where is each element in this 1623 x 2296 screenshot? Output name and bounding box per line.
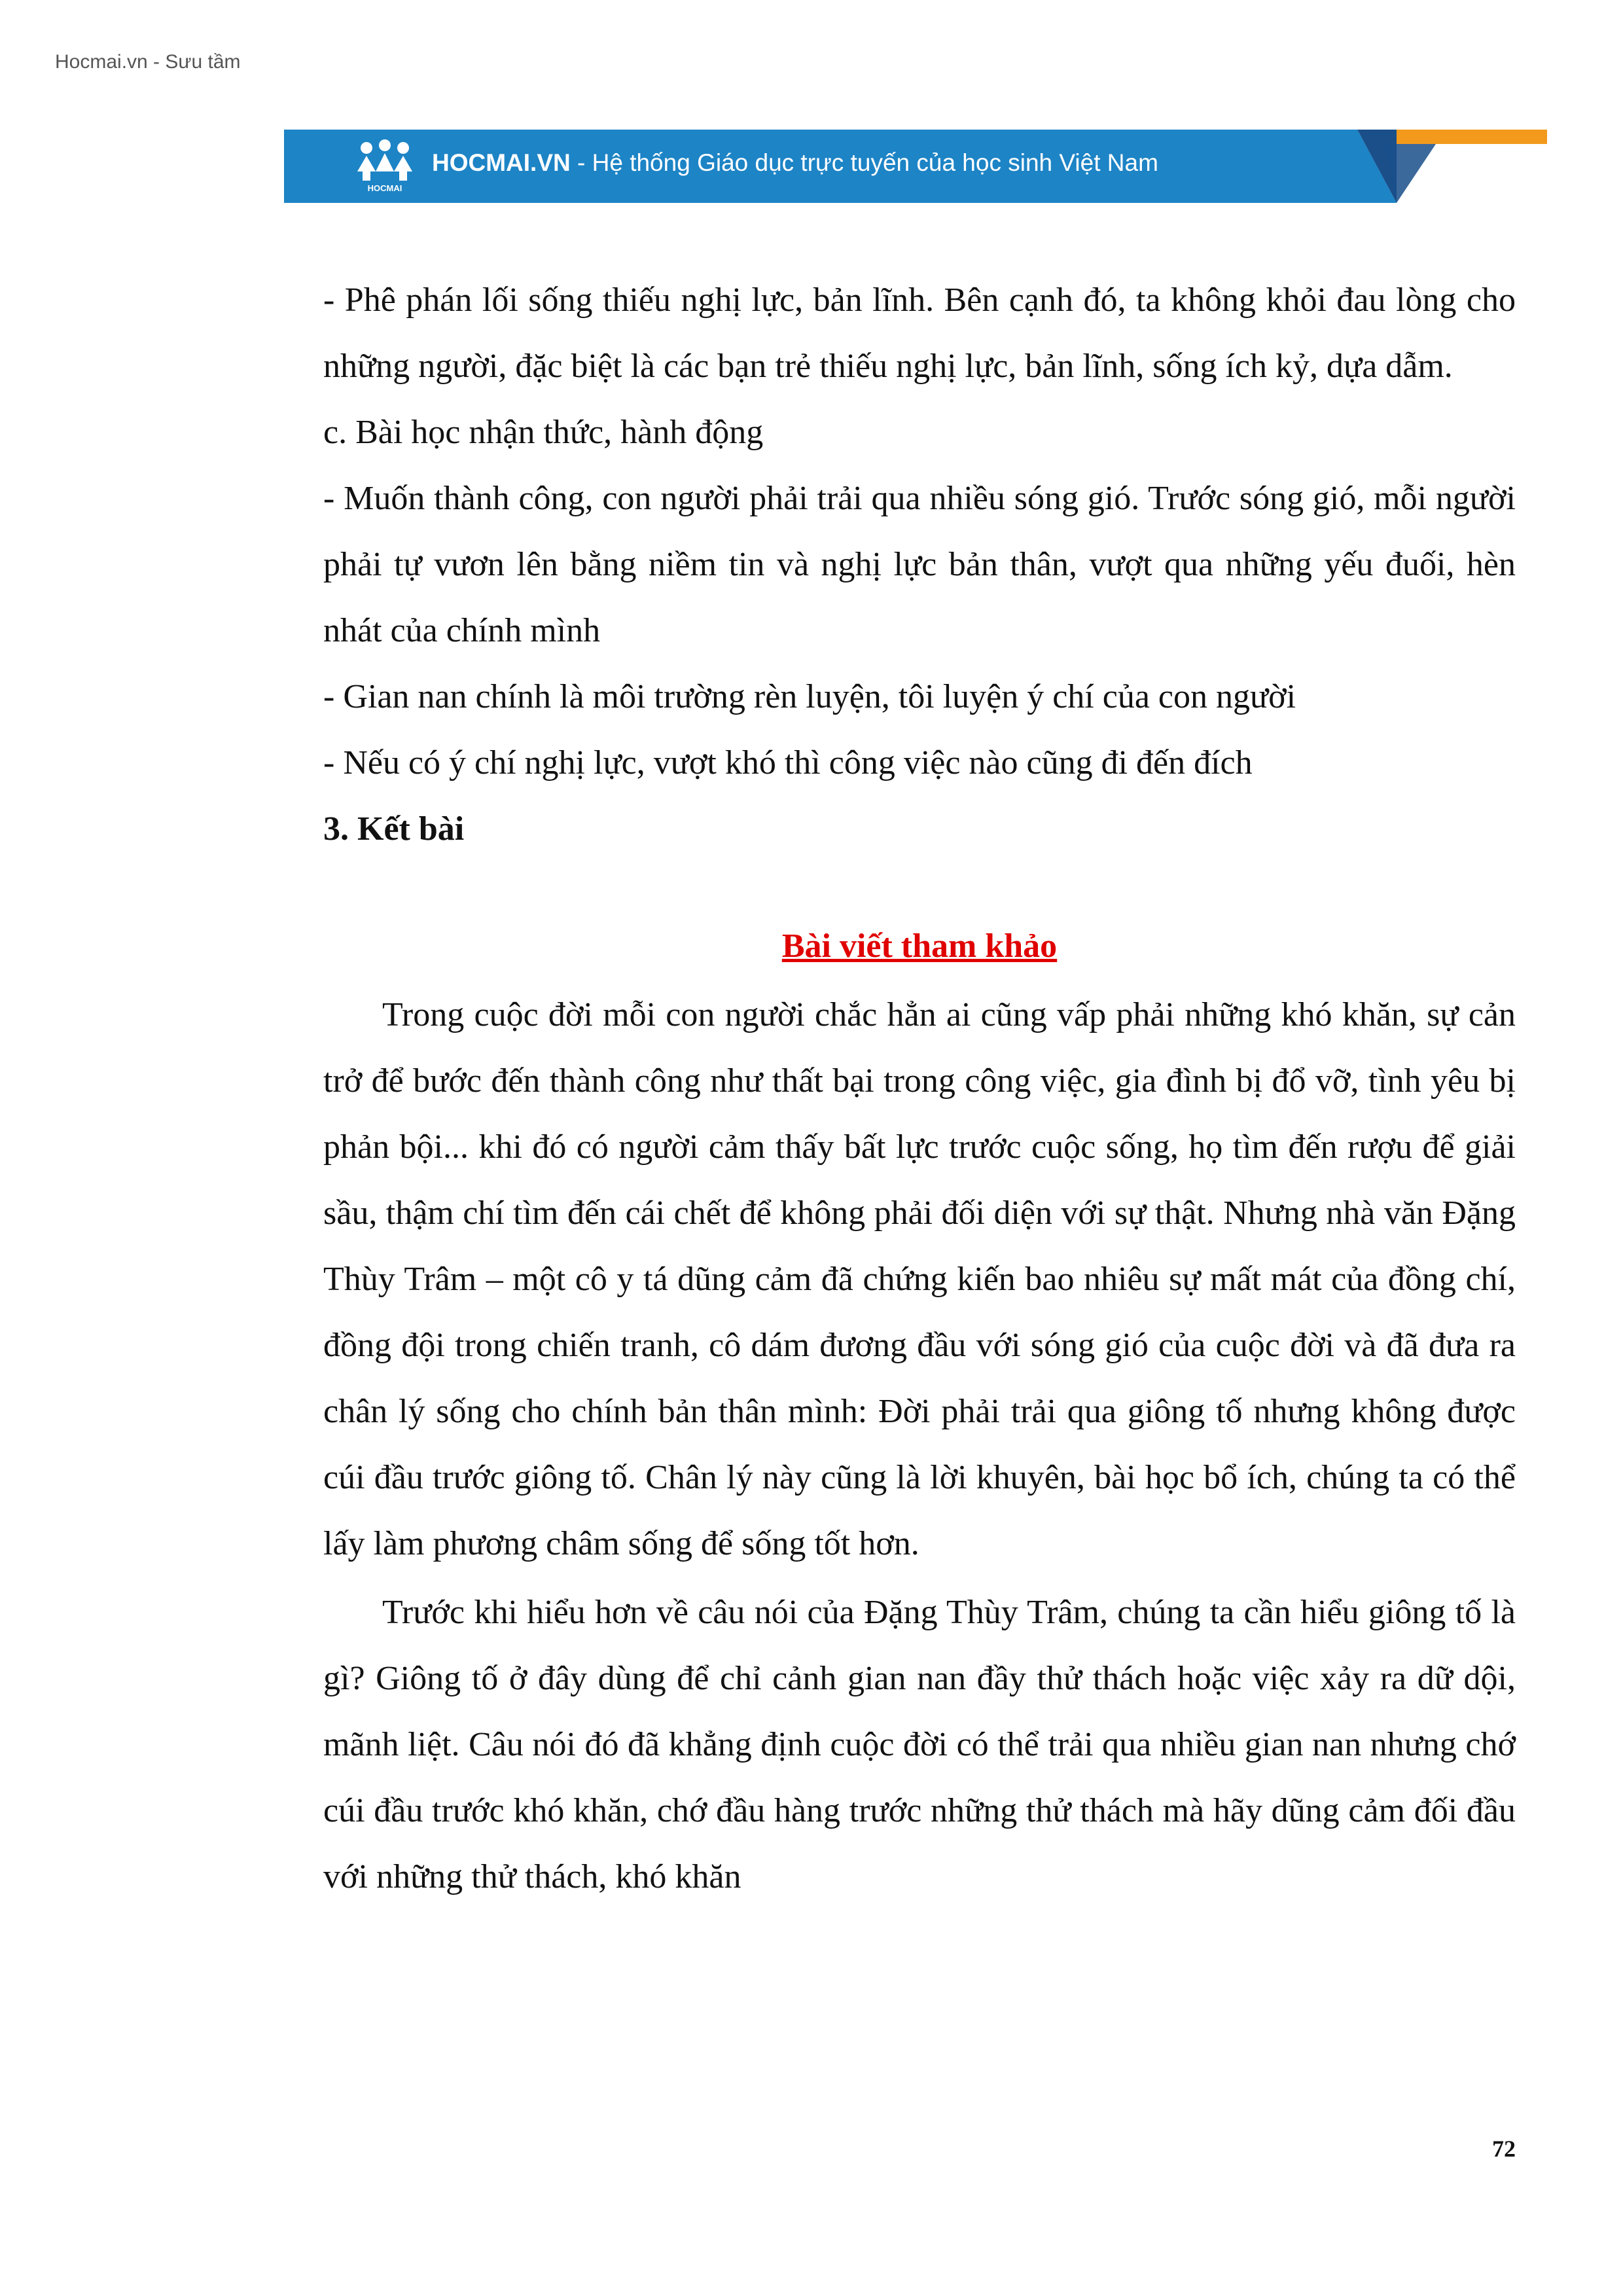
banner-text [432,149,1158,177]
hocmai-logo [352,139,418,194]
banner-tagline: - Hệ thống Giáo dục trực tuyến của học sinh Việt Nam [570,149,1158,176]
hocmai-logo-icon [352,139,418,194]
logo-caption: HOCMAI [367,183,402,193]
outline-lesson-heading: c. Bài học nhận thức, hành động [323,414,764,451]
essay-paragraph: Trong cuộc đời mỗi con người chắc hẳn ai cũng vấp phải những khó khăn, sự cản trở để bước đến thành công như thất bại trong công việc, gia đình bị đổ vỡ, tình yêu bị phản bội... khi đó có người cảm thấy bất lực trước cuộc sống, họ tìm đến rượu để giải sầu, thậm chí tìm đến cái chết để không phải đối diện với sự thật. Nhưng nhà văn Đặng Thùy Trâm – một cô y tá dũng cảm đã chứng kiến bao nhiêu sự mất mát của đồng chí, đồng đội trong chiến tranh, cô dám đương đầu với sóng gió của cuộc đời và đã đưa ra chân lý sống cho chính bản thân mình: Đời phải trải qua giông tố nhưng không được cúi đầu trước giông tố. Chân lý này cũng là lời khuyên, bài học bổ ích, chúng ta có thể lấy làm phương châm sống để sống tốt hơn. [323,996,1516,1562]
outline-hardship: - Gian nan chính là môi trường rèn luyện, tôi luyện ý chí của con người [323,678,1296,715]
outline-willpower: - Nếu có ý chí nghị lực, vượt khó thì công việc nào cũng đi đến đích [323,744,1253,781]
source-note: Hocmai.vn - Sưu tầm [55,51,241,73]
outline-criticism: - Phê phán lối sống thiếu nghị lực, bản lĩnh. Bên cạnh đó, ta không khỏi đau lòng cho những người, đặc biệt là các bạn trẻ thiếu nghị lực, bản lĩnh, sống ích kỷ, dựa dẫm. [323,281,1516,385]
reference-essay [323,982,1516,1910]
essay-paragraph: Trước khi hiểu hơn về câu nói của Đặng Thùy Trâm, chúng ta cần hiểu giông tố là gì? Giông tố ở đây dùng để chỉ cảnh gian nan đầy thử thách hoặc việc xảy ra dữ dội, mãnh liệt. Câu nói đó đã khẳng định cuộc đời có thể trải qua nhiều gian nan nhưng chớ cúi đầu trước khó khăn, chớ đầu hàng trước những thử thách mà hãy dũng cảm đối đầu với những thử thách, khó khăn [323,1594,1516,1895]
hocmai-banner [284,130,1547,203]
conclusion-heading: 3. Kết bài [323,810,465,848]
reference-essay-title: Bài viết tham khảo [781,927,1058,965]
page-number: 72 [1492,2136,1516,2162]
page-content [323,267,1516,1912]
outline-section [323,267,1516,862]
outline-success: - Muốn thành công, con người phải trải qua nhiều sóng gió. Trước sóng gió, mỗi người phải tự vươn lên bằng niềm tin và nghị lực bản thân, vượt qua những yếu đuối, hèn nhát của chính mình [323,480,1516,649]
banner-brand: HOCMAI.VN [432,149,571,176]
